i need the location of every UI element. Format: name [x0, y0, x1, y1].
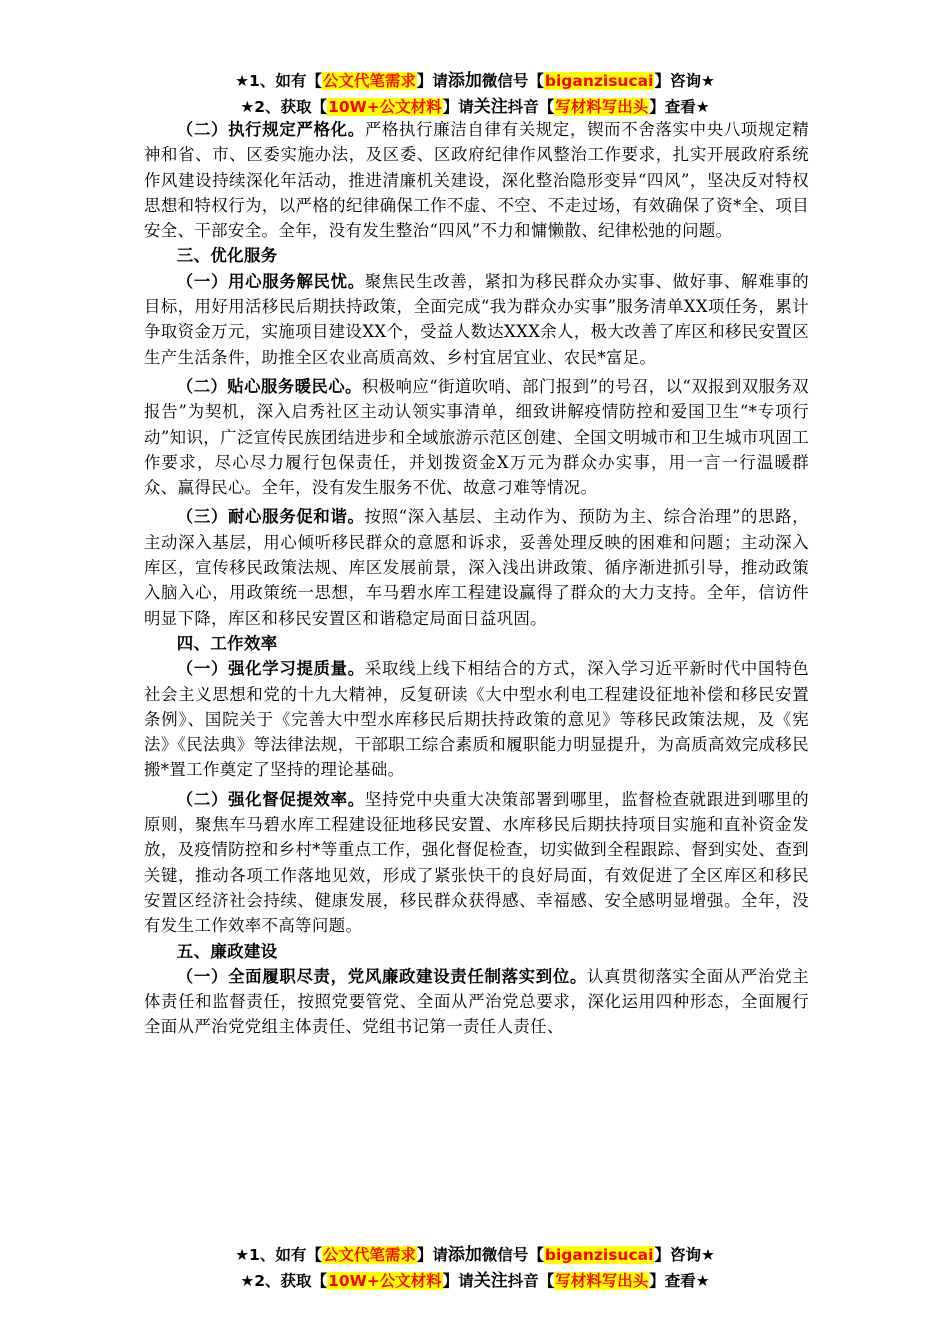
paragraph-efficiency-2: （二）强化督促提效率。坚持党中央重大决策部署到哪里，监督检查就跟进到哪里的原则，聚焦车马碧水库工程建设征地移民安置、水库移民后期扶持项目实施和直补资金发放，及疫情防控和乡村*等重点工作，强化督促检查，切实做到全程跟踪、督到实处、查到关键，推动各项工作落地见效，形成了紧张快干的良好局面，有效促进了全区库区和移民安置区经济社会持续、健康发展，移民群众获得感、幸福感、安全感明显增强。全年，没有发生工作效率不高等问题。 [144, 789, 809, 936]
document-body [144, 117, 809, 1040]
promo-line-2: ★2、获取【10W+公文材料】请关注抖音【写材料写出头】查看★ [240, 97, 710, 117]
paragraph-strict-rules: （二）执行规定严格化。严格执行廉洁自律有关规定，锲而不舍落实中央八项规定精神和省、市、区委实施办法，及区委、区政府纪律作风整治工作要求，扎实开展政府系统作风建设持续深化年活动，推进清廉机关建设，深化整治隐形变异“四风”，坚决反对特权思想和特权行为，以严格的纪律确保工作不虚、不空、不走过场，有效确保了资*全、项目安全、干部安全。全年，没有发生整治“四风”不力和慵懒散、纪律松弛的问题。 [144, 120, 809, 241]
promo-line-2: ★2、获取【10W+公文材料】请关注抖音【写材料写出头】查看★ [240, 1271, 710, 1291]
promo-banner-top [0, 68, 950, 120]
section-heading-efficiency: 四、工作效率 [176, 633, 278, 653]
paragraph-integrity-1: （一）全面履职尽责，党风廉政建设责任制落实到位。认真贯彻落实全面从严治党主体责任和监督责任，按照党要管党、全面从严治党总要求，深化运用四种形态，全面履行全面从严治党党组主体责任、党组书记第一责任人责任、 [144, 966, 809, 1037]
highlight-wechat-id: biganzisucai [544, 1246, 654, 1264]
highlight-service: 公文代笔需求 [322, 72, 416, 90]
highlight-douyin-account: 写材料写出头 [555, 98, 649, 116]
highlight-materials: 10W+公文材料 [328, 1272, 442, 1290]
promo-banner-bottom [0, 1242, 950, 1294]
highlight-materials: 10W+公文材料 [328, 98, 442, 116]
promo-line-1: ★1、如有【公文代笔需求】请添加微信号【biganzisucai】咨询★ [235, 71, 715, 91]
section-heading-integrity: 五、廉政建设 [176, 941, 278, 961]
highlight-douyin-account: 写材料写出头 [555, 1272, 649, 1290]
promo-line-1: ★1、如有【公文代笔需求】请添加微信号【biganzisucai】咨询★ [235, 1245, 715, 1265]
highlight-wechat-id: biganzisucai [544, 72, 654, 90]
paragraph-service-3: （三）耐心服务促和谐。按照“深入基层、主动作为、预防为主、综合治理”的思路，主动深入基层，用心倾听移民群众的意愿和诉求，妥善处理反映的困难和问题；主动深入库区，宣传移民政策法规、库区发展前景，深入浅出讲政策、循序渐进抓引导，推动政策入脑入心，用政策统一思想，车马碧水库工程建设赢得了群众的大力支持。全年，信访件明显下降，库区和移民安置区和谐稳定局面日益巩固。 [144, 507, 810, 628]
paragraph-service-2: （二）贴心服务暖民心。积极响应“街道吹哨、部门报到”的号召，以“双报到双服务双报告”为契机，深入启秀社区主动认领实事清单，细致讲解疫情防控和爱国卫生“*专项行动”知识，广泛宣传民族团结进步和全域旅游示范区创建、全国文明城市和卫生城市巩固工作要求，尽心尽力履行包保责任，并划拨资金X万元为群众办实事，用一言一行温暖群众、赢得民心。全年，没有发生服务不优、故意刁难等情况。 [144, 376, 809, 498]
paragraph-efficiency-1: （一）强化学习提质量。采取线上线下相结合的方式，深入学习近平新时代中国特色社会主义思想和党的十九大精神，反复研读《大中型水利电工程建设征地补偿和移民安置条例》、国院关于《完善大中型水库移民后期扶持政策的意见》等移民政策法规，及《宪法》《民法典》等法律法规，干部职工综合素质和履职能力明显提升，为高质高效完成移民搬*置工作奠定了坚持的理论基础。 [144, 659, 809, 780]
section-heading-service: 三、优化服务 [176, 246, 278, 266]
paragraph-service-1: （一）用心服务解民忧。聚焦民生改善，紧扣为移民群众办实事、做好事、解难事的目标，用好用活移民后期扶持政策，全面完成“我为群众办实事”服务清单XX项任务，累计争取资金万元，实施项目建设XX个，受益人数达XXX余人，极大改善了库区和移民安置区生产生活条件，助推全区农业高质高效、乡村宜居宜业、农民*富足。 [144, 271, 809, 367]
highlight-service: 公文代笔需求 [322, 1246, 416, 1264]
